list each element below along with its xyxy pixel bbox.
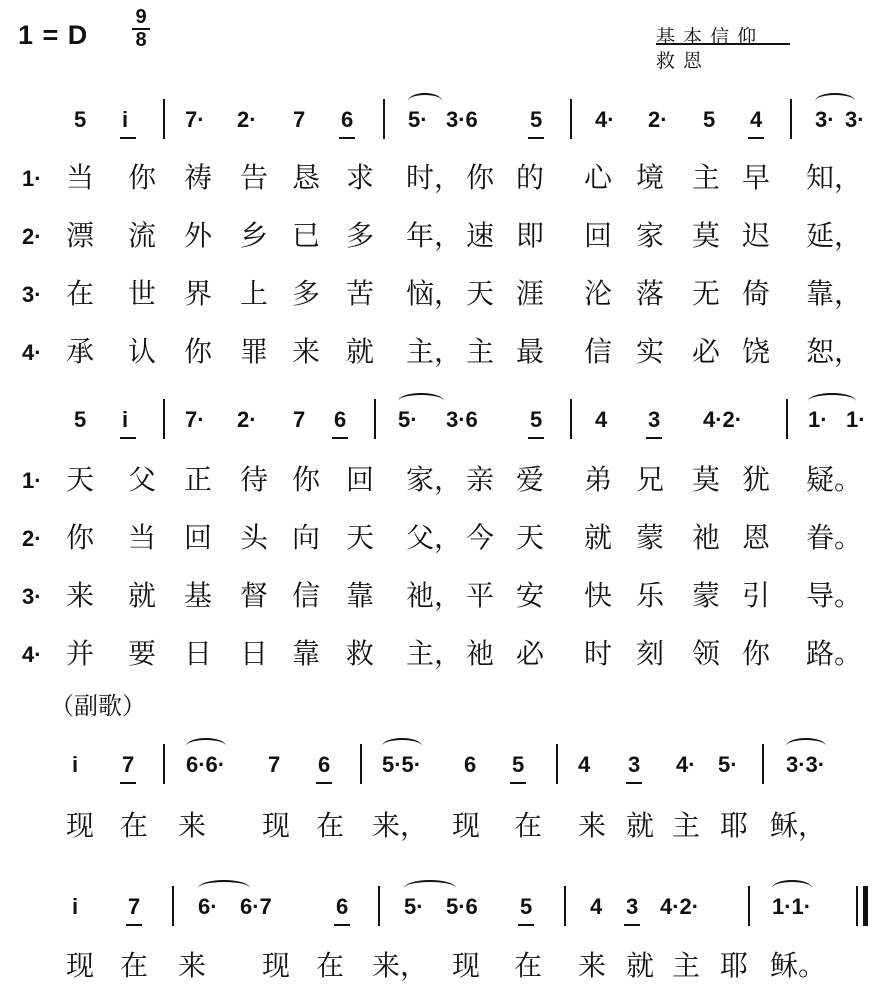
- lyric-syllable: 恳: [292, 161, 321, 194]
- note: 6·7: [240, 894, 272, 919]
- note: 6: [464, 752, 477, 777]
- lyric-syllable: 待: [240, 463, 269, 496]
- lyric-syllable: 多: [292, 277, 321, 310]
- lyric-syllable: 知，: [806, 161, 863, 194]
- note: 7: [293, 107, 306, 132]
- lyric-syllable: 日: [184, 637, 213, 670]
- lyric-syllable: 你: [66, 521, 95, 554]
- note: 4·2·: [703, 407, 743, 432]
- bar-line: [383, 99, 385, 139]
- note: 5: [530, 107, 543, 132]
- note: 6·: [198, 894, 218, 919]
- lyric-syllable: 路。: [806, 637, 863, 670]
- lyric-syllable: 在: [316, 809, 345, 842]
- underline: [528, 437, 544, 439]
- lyric-line: [0, 218, 893, 258]
- lyric-syllable: 求: [346, 161, 375, 194]
- lyric-syllable: 蒙: [692, 579, 721, 612]
- underline: [510, 782, 526, 784]
- lyric-syllable: 督: [240, 579, 269, 612]
- chorus-label: （副歌）: [50, 692, 146, 720]
- lyric-syllable: 在: [316, 949, 345, 982]
- underline: [518, 924, 534, 926]
- note: 3·3·: [786, 752, 826, 777]
- lyric-syllable: 蒙: [636, 521, 665, 554]
- lyric-syllable: 在: [120, 949, 149, 982]
- note: 2·: [237, 107, 257, 132]
- lyric-syllable: 领: [692, 637, 721, 670]
- note: 4: [595, 407, 608, 432]
- lyric-syllable: 眷。: [806, 521, 863, 554]
- lyric-syllable: 承: [66, 335, 95, 368]
- note: 5·: [398, 407, 418, 432]
- lyric-syllable: 上: [240, 277, 269, 310]
- note: 1·: [808, 407, 828, 432]
- lyric-syllable: 刻: [636, 637, 665, 670]
- lyric-syllable: 就: [584, 521, 613, 554]
- lyric-syllable: 恩: [742, 521, 771, 554]
- note: 4: [590, 894, 603, 919]
- lyric-syllable: 祷: [184, 161, 213, 194]
- lyric-syllable: 祂: [466, 637, 495, 670]
- note: 5: [520, 894, 533, 919]
- bar-line: [374, 399, 376, 439]
- bar-line: [163, 99, 165, 139]
- lyric-syllable: 祂，: [406, 579, 463, 612]
- verse-number: 3·: [22, 584, 42, 609]
- time-signature-bottom: 8: [135, 29, 147, 51]
- note: 6: [318, 752, 331, 777]
- note: i: [72, 752, 79, 777]
- lyric-syllable: 你: [466, 161, 495, 194]
- note: 3·6: [446, 107, 478, 132]
- lyric-syllable: 最: [516, 335, 545, 368]
- lyric-syllable: 天: [346, 521, 375, 554]
- lyric-syllable: 就: [128, 579, 157, 612]
- key-signature: 1 = D: [18, 20, 89, 50]
- lyric-syllable: 就: [346, 335, 375, 368]
- note: 7: [268, 752, 281, 777]
- note: 4·: [595, 107, 615, 132]
- lyric-line: [0, 808, 893, 848]
- lyric-syllable: 倚: [742, 277, 771, 310]
- note: i: [122, 407, 129, 432]
- note: i: [72, 894, 79, 919]
- final-bar-thick: [863, 886, 868, 926]
- lyric-syllable: 界: [184, 277, 213, 310]
- time-signature: [132, 8, 150, 50]
- bar-line: [748, 886, 750, 926]
- bar-line: [762, 744, 764, 784]
- bar-line: [570, 399, 572, 439]
- lyric-syllable: 境: [636, 161, 665, 194]
- lyric-syllable: 亲: [466, 463, 495, 496]
- lyric-syllable: 就: [626, 809, 655, 842]
- verse-number: 1·: [22, 166, 42, 191]
- note: 5: [512, 752, 525, 777]
- lyric-syllable: 时: [584, 637, 613, 670]
- lyric-syllable: 莫: [692, 219, 721, 252]
- note: 5·: [408, 107, 428, 132]
- lyric-syllable: 信: [292, 579, 321, 612]
- lyric-syllable: 祂: [692, 521, 721, 554]
- lyric-syllable: 现: [452, 949, 481, 982]
- note: 7·: [185, 407, 205, 432]
- lyric-syllable: 爱: [516, 463, 545, 496]
- lyric-syllable: 现: [262, 949, 291, 982]
- title-rule: [656, 43, 790, 45]
- note: 5: [74, 407, 87, 432]
- note: 7: [128, 894, 141, 919]
- lyric-syllable: 天: [516, 521, 545, 554]
- note: 1·: [846, 407, 866, 432]
- underline: [316, 782, 332, 784]
- verse-number: 2·: [22, 224, 42, 249]
- lyric-syllable: 靠，: [806, 277, 863, 310]
- lyric-syllable: 当: [66, 161, 95, 194]
- note: 7: [122, 752, 135, 777]
- bar-line: [556, 744, 558, 784]
- lyric-line: [0, 462, 893, 502]
- lyric-line: [0, 948, 893, 988]
- lyric-syllable: 年，: [406, 219, 463, 252]
- note: 4: [578, 752, 591, 777]
- time-signature-top: 9: [135, 6, 147, 28]
- note: 6·6·: [186, 752, 226, 777]
- note: 6: [336, 894, 349, 919]
- note: 6: [334, 407, 347, 432]
- lyric-syllable: 犹: [742, 463, 771, 496]
- note: 6: [341, 107, 354, 132]
- lyric-line: [0, 520, 893, 560]
- lyric-syllable: 天: [66, 463, 95, 496]
- underline: [624, 924, 640, 926]
- lyric-syllable: 来: [178, 809, 207, 842]
- lyric-syllable: 苦: [346, 277, 375, 310]
- lyric-syllable: 导。: [806, 579, 863, 612]
- lyric-syllable: 告: [240, 161, 269, 194]
- lyric-syllable: 沦: [584, 277, 613, 310]
- note: 5·: [404, 894, 424, 919]
- notation-row: [0, 395, 893, 455]
- lyric-syllable: 头: [240, 521, 269, 554]
- note: 5·5·: [382, 752, 422, 777]
- lyric-syllable: 现: [452, 809, 481, 842]
- bar-line: [564, 886, 566, 926]
- note: 4: [750, 107, 763, 132]
- lyric-syllable: 来: [578, 949, 607, 982]
- verse-number: 4·: [22, 340, 42, 365]
- lyric-syllable: 当: [128, 521, 157, 554]
- lyric-syllable: 恕，: [806, 335, 863, 368]
- lyric-syllable: 罪: [240, 335, 269, 368]
- lyric-syllable: 心: [584, 161, 613, 194]
- lyric-syllable: 实: [636, 335, 665, 368]
- underline: [334, 924, 350, 926]
- underline: [626, 782, 642, 784]
- lyric-syllable: 你: [128, 161, 157, 194]
- lyric-syllable: 来，: [372, 809, 429, 842]
- underline: [646, 437, 662, 439]
- lyric-syllable: 主: [466, 335, 495, 368]
- note: 3: [626, 894, 639, 919]
- lyric-syllable: 主，: [406, 637, 463, 670]
- lyric-syllable: 莫: [692, 463, 721, 496]
- lyric-syllable: 速: [466, 219, 495, 252]
- bar-line: [786, 399, 788, 439]
- note: 3·: [845, 107, 865, 132]
- lyric-line: [0, 636, 893, 676]
- lyric-syllable: 耶: [720, 949, 749, 982]
- lyric-syllable: 现: [262, 809, 291, 842]
- lyric-syllable: 平: [466, 579, 495, 612]
- lyric-syllable: 靠: [346, 579, 375, 612]
- lyric-syllable: 家，: [406, 463, 463, 496]
- lyric-syllable: 父，: [406, 521, 463, 554]
- underline: [332, 437, 348, 439]
- underline: [339, 137, 355, 139]
- note: i: [122, 107, 129, 132]
- lyric-syllable: 靠: [292, 637, 321, 670]
- song-title: [656, 46, 703, 73]
- lyric-syllable: 乡: [240, 219, 269, 252]
- lyric-syllable: 回: [184, 521, 213, 554]
- notation-row: [0, 95, 893, 155]
- lyric-syllable: 弟: [584, 463, 613, 496]
- title-text: 救 恩: [656, 50, 704, 72]
- lyric-syllable: 安: [516, 579, 545, 612]
- lyric-line: [0, 160, 893, 200]
- note: 3: [628, 752, 641, 777]
- lyric-line: [0, 334, 893, 374]
- verse-number: 3·: [22, 282, 42, 307]
- lyric-syllable: 你: [292, 463, 321, 496]
- lyric-syllable: 在: [514, 809, 543, 842]
- lyric-syllable: 疑。: [806, 463, 863, 496]
- lyric-syllable: 来: [178, 949, 207, 982]
- lyric-syllable: 来，: [372, 949, 429, 982]
- bar-line: [790, 99, 792, 139]
- note: 5: [74, 107, 87, 132]
- lyric-syllable: 信: [584, 335, 613, 368]
- lyric-syllable: 来: [66, 579, 95, 612]
- lyric-syllable: 你: [184, 335, 213, 368]
- lyric-syllable: 你: [742, 637, 771, 670]
- note: 3·: [815, 107, 835, 132]
- underline: [120, 137, 136, 139]
- note: 5: [703, 107, 716, 132]
- note: 5: [530, 407, 543, 432]
- verse-number: 2·: [22, 526, 42, 551]
- verse-number: 1·: [22, 468, 42, 493]
- lyric-syllable: 来: [578, 809, 607, 842]
- category-text: 基 本 信 仰: [656, 26, 758, 48]
- note: 5·: [718, 752, 738, 777]
- notation-row: [0, 740, 893, 800]
- notation-row: [0, 882, 893, 942]
- lyric-syllable: 就: [626, 949, 655, 982]
- lyric-syllable: 乐: [636, 579, 665, 612]
- lyric-syllable: 时，: [406, 161, 463, 194]
- lyric-syllable: 落: [636, 277, 665, 310]
- bar-line: [378, 886, 380, 926]
- lyric-syllable: 现: [66, 949, 95, 982]
- note: 4·2·: [660, 894, 700, 919]
- lyric-syllable: 家: [636, 219, 665, 252]
- lyric-syllable: 在: [120, 809, 149, 842]
- lyric-syllable: 多: [346, 219, 375, 252]
- bar-line: [570, 99, 572, 139]
- lyric-syllable: 要: [128, 637, 157, 670]
- lyric-syllable: 回: [584, 219, 613, 252]
- lyric-syllable: 回: [346, 463, 375, 496]
- note: 2·: [648, 107, 668, 132]
- underline: [120, 437, 136, 439]
- note: 3: [648, 407, 661, 432]
- note: 2·: [237, 407, 257, 432]
- lyric-syllable: 早: [742, 161, 771, 194]
- lyric-syllable: 恼，: [406, 277, 463, 310]
- bar-line: [163, 399, 165, 439]
- lyric-line: [0, 276, 893, 316]
- lyric-syllable: 正: [184, 463, 213, 496]
- lyric-syllable: 主: [672, 809, 701, 842]
- bar-line: [163, 744, 165, 784]
- lyric-syllable: 必: [692, 335, 721, 368]
- lyric-syllable: 并: [66, 637, 95, 670]
- bar-line: [172, 886, 174, 926]
- lyric-syllable: 今: [466, 521, 495, 554]
- lyric-syllable: 在: [66, 277, 95, 310]
- lyric-syllable: 漂: [66, 219, 95, 252]
- lyric-syllable: 延，: [806, 219, 863, 252]
- lyric-syllable: 世: [128, 277, 157, 310]
- note: 5·6: [446, 894, 478, 919]
- underline: [748, 137, 764, 139]
- lyric-syllable: 主，: [406, 335, 463, 368]
- final-bar-thin: [856, 886, 858, 926]
- note: 7·: [185, 107, 205, 132]
- lyric-syllable: 兄: [636, 463, 665, 496]
- underline: [528, 137, 544, 139]
- lyric-syllable: 父: [128, 463, 157, 496]
- verse-number: 4·: [22, 642, 42, 667]
- lyric-syllable: 主: [672, 949, 701, 982]
- note: 7: [293, 407, 306, 432]
- lyric-syllable: 饶: [742, 335, 771, 368]
- lyric-syllable: 日: [240, 637, 269, 670]
- lyric-syllable: 的: [516, 161, 545, 194]
- lyric-syllable: 稣，: [770, 809, 827, 842]
- lyric-syllable: 流: [128, 219, 157, 252]
- lyric-syllable: 向: [292, 521, 321, 554]
- note: 3·6: [446, 407, 478, 432]
- lyric-syllable: 快: [584, 579, 613, 612]
- lyric-syllable: 外: [184, 219, 213, 252]
- note: 1·1·: [772, 894, 812, 919]
- lyric-syllable: 稣。: [770, 949, 827, 982]
- lyric-syllable: 即: [516, 219, 545, 252]
- lyric-syllable: 引: [742, 579, 771, 612]
- lyric-syllable: 主: [692, 161, 721, 194]
- note: 4·: [676, 752, 696, 777]
- lyric-syllable: 迟: [742, 219, 771, 252]
- lyric-syllable: 无: [692, 277, 721, 310]
- underline: [126, 924, 142, 926]
- lyric-syllable: 天: [466, 277, 495, 310]
- lyric-syllable: 涯: [516, 277, 545, 310]
- lyric-syllable: 认: [128, 335, 157, 368]
- lyric-syllable: 现: [66, 809, 95, 842]
- lyric-syllable: 基: [184, 579, 213, 612]
- bar-line: [360, 744, 362, 784]
- lyric-syllable: 必: [516, 637, 545, 670]
- lyric-syllable: 在: [514, 949, 543, 982]
- lyric-syllable: 来: [292, 335, 321, 368]
- lyric-line: [0, 578, 893, 618]
- lyric-syllable: 耶: [720, 809, 749, 842]
- underline: [120, 782, 136, 784]
- lyric-syllable: 已: [292, 219, 321, 252]
- lyric-syllable: 救: [346, 637, 375, 670]
